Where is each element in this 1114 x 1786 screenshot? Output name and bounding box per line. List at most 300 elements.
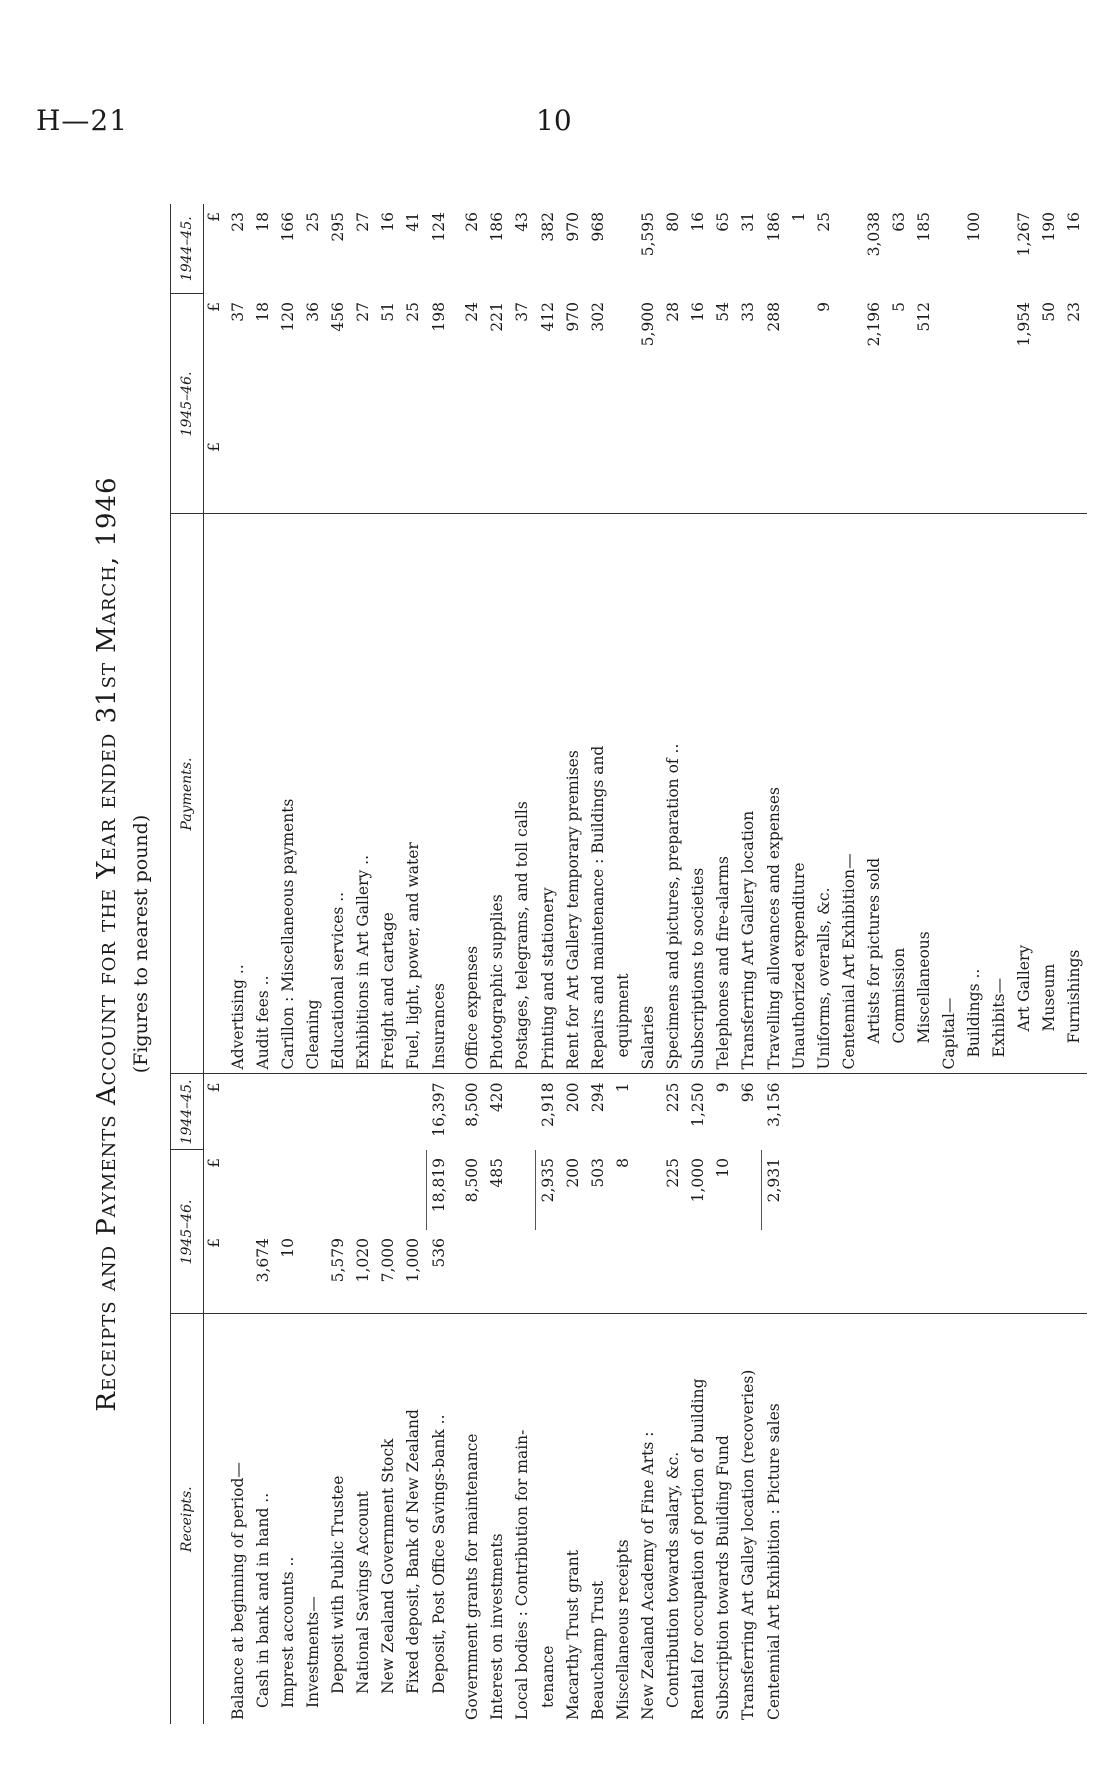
payment-total-1945-46: 27	[353, 302, 372, 322]
payment-total-1945-46: 5	[889, 302, 908, 312]
page-code: H—21	[36, 104, 129, 137]
receipt-total-1944-45	[376, 1074, 401, 1150]
statement-title: Receipts and Payments Account for the Year ended 31st March, 1946	[92, 476, 122, 1412]
payment-total-1945-46: 28	[663, 302, 682, 322]
receipt-item-amount	[460, 1230, 485, 1314]
payment-item-amount	[912, 434, 937, 514]
payment-item-amount	[661, 434, 686, 514]
payment-item-amount	[510, 434, 536, 514]
payment-item-amount	[561, 434, 586, 514]
receipt-total-1945-46	[351, 1150, 376, 1230]
payment-total-1944-45: 186	[487, 212, 506, 242]
payment-label: Centennial Art Exhibition—	[837, 514, 862, 1074]
receipt-total-1944-45	[351, 1074, 376, 1150]
table-row	[736, 204, 762, 1724]
receipt-item-amount	[1062, 1230, 1087, 1314]
receipt-label	[787, 1314, 812, 1724]
table-row	[862, 204, 887, 1724]
receipt-item-amount	[1012, 1230, 1037, 1314]
payment-total-1944-45: 80	[663, 212, 682, 232]
receipt-total-1945-46	[862, 1150, 887, 1230]
receipt-total-1944-45	[937, 1074, 962, 1150]
payment-label: Fuel, light, power, and water	[401, 514, 427, 1074]
payment-item-amount	[376, 434, 401, 514]
payment-label: Salaries	[636, 514, 661, 1074]
receipt-label	[1062, 1314, 1087, 1724]
receipt-total-1944-45	[510, 1074, 536, 1150]
receipt-total-1944-45	[1012, 1074, 1037, 1150]
payment-item-amount	[987, 434, 1012, 514]
table-row	[812, 204, 837, 1724]
payment-total-1944-45: 1	[789, 212, 808, 222]
payment-total-1945-46: 456	[328, 302, 347, 332]
receipt-item-amount	[301, 1230, 326, 1314]
receipt-label: Miscellaneous receipts	[611, 1314, 636, 1724]
payment-label: Travelling allowances and expenses	[762, 514, 788, 1074]
table-row	[510, 204, 536, 1724]
receipt-item-amount	[611, 1230, 636, 1314]
receipt-total-1944-45	[787, 1074, 812, 1150]
payment-total-1944-45: 166	[278, 212, 297, 242]
payment-total-1945-46: 18	[253, 302, 272, 322]
payment-item-amount	[736, 434, 762, 514]
receipt-label: Balance at beginning of period—	[226, 1314, 251, 1724]
table-row	[636, 204, 661, 1724]
table-row	[251, 204, 276, 1724]
table-row	[561, 204, 586, 1724]
receipt-total-1944-45	[276, 1074, 301, 1150]
payment-item-amount	[787, 434, 812, 514]
unit-symbol: £	[204, 1074, 227, 1150]
receipt-label: National Savings Account	[351, 1314, 376, 1724]
receipt-total-1945-46: 8,500	[462, 1158, 481, 1203]
payment-total-1945-46	[611, 294, 636, 434]
payment-total-1944-45: 968	[588, 212, 607, 242]
payment-total-1944-45: 41	[404, 212, 422, 232]
payment-label: Commission	[887, 514, 912, 1074]
receipt-total-1945-46: 2,931	[762, 1150, 788, 1230]
receipt-item-amount	[485, 1230, 510, 1314]
payment-label: Rent for Art Gallery temporary premises	[561, 514, 586, 1074]
payment-total-1945-46: 221	[487, 302, 506, 332]
receipt-item-amount	[711, 1230, 736, 1314]
receipt-item-amount: 1,000	[404, 1238, 422, 1283]
receipt-total-1944-45	[812, 1074, 837, 1150]
unit-symbol: £	[205, 1238, 224, 1248]
receipt-item-amount	[912, 1230, 937, 1314]
payment-total-1944-45: 16	[378, 212, 397, 232]
payment-total-1944-45: 190	[1039, 212, 1058, 242]
receipt-total-1945-46	[787, 1150, 812, 1230]
receipt-label: Macarthy Trust grant	[561, 1314, 586, 1724]
table-row	[661, 204, 686, 1724]
payment-total-1944-45	[937, 204, 962, 294]
receipt-item-amount: 3,674	[253, 1238, 272, 1283]
payment-total-1944-45: 124	[429, 212, 448, 242]
payment-total-1945-46: 54	[713, 302, 732, 322]
receipt-total-1944-45	[912, 1074, 937, 1150]
payment-label: Furnishings	[1062, 514, 1087, 1074]
unit-symbol: £	[205, 1158, 224, 1168]
receipt-total-1944-45	[326, 1074, 351, 1150]
payment-total-1944-45: 63	[889, 212, 908, 232]
payment-total-1945-46: 198	[429, 302, 448, 332]
receipt-total-1944-45	[962, 1074, 987, 1150]
table-row	[611, 204, 636, 1724]
receipt-total-1945-46: 225	[663, 1158, 682, 1188]
receipt-total-1945-46	[812, 1150, 837, 1230]
receipt-item-amount	[887, 1230, 912, 1314]
payment-total-1944-45: 25	[303, 212, 322, 232]
payment-total-1944-45: 970	[563, 212, 582, 242]
receipt-item-amount	[536, 1230, 562, 1314]
payment-item-amount	[326, 434, 351, 514]
payment-label: Office expenses	[460, 514, 485, 1074]
payment-total-1944-45: 25	[814, 212, 833, 232]
payment-total-1945-46	[787, 294, 812, 434]
payment-item-amount	[762, 434, 788, 514]
payment-total-1945-46: 9	[814, 302, 833, 312]
payment-total-1945-46: 33	[739, 302, 757, 322]
payment-total-1944-45	[611, 204, 636, 294]
payment-label: Specimens and pictures, preparation of ..	[661, 514, 686, 1074]
payment-label: Cleaning	[301, 514, 326, 1074]
receipt-item-amount	[987, 1230, 1012, 1314]
table-row	[837, 204, 862, 1724]
payment-label: Miscellaneous	[912, 514, 937, 1074]
payment-total-1945-46: 37	[228, 302, 247, 322]
receipt-label	[937, 1314, 962, 1724]
payment-item-amount	[862, 434, 887, 514]
receipt-total-1945-46	[301, 1150, 326, 1230]
payment-item-amount	[485, 434, 510, 514]
statement-subtitle: (Figures to nearest pound)	[130, 814, 152, 1074]
payment-item-amount	[536, 434, 562, 514]
receipt-label: Government grants for maintenance	[460, 1314, 485, 1724]
receipt-total-1944-45	[1062, 1074, 1087, 1150]
receipt-total-1944-45: 200	[561, 1074, 586, 1150]
receipt-total-1945-46	[636, 1150, 661, 1230]
table-row	[711, 204, 736, 1724]
receipts-header: Receipts.	[171, 1314, 204, 1724]
receipt-total-1944-45	[987, 1074, 1012, 1150]
receipt-label: Subscription towards Building Fund	[711, 1314, 736, 1724]
receipt-total-1944-45	[401, 1074, 427, 1150]
payment-total-1945-46: 16	[688, 302, 707, 322]
payments-header: Payments.	[171, 514, 204, 1074]
payment-total-1945-46: 37	[513, 302, 531, 322]
payment-item-amount	[837, 434, 862, 514]
payment-total-1945-46: 51	[378, 302, 397, 322]
receipt-label	[887, 1314, 912, 1724]
receipts-1944-45-header: 1944–45.	[171, 1074, 204, 1150]
receipt-total-1945-46	[1062, 1150, 1087, 1230]
receipt-total-1945-46	[376, 1150, 401, 1230]
payment-label: Uniforms, overalls, &c.	[812, 514, 837, 1074]
receipt-item-amount	[812, 1230, 837, 1314]
receipt-total-1944-45: 1	[611, 1074, 636, 1150]
header-row	[171, 204, 204, 1724]
receipt-label: New Zealand Academy of Fine Arts :	[636, 1314, 661, 1724]
payment-total-1945-46: 50	[1039, 302, 1058, 322]
payment-total-1944-45: 65	[713, 212, 732, 232]
payments-1945-46-header: 1945–46.	[171, 294, 204, 514]
receipt-item-amount: 7,000	[378, 1238, 397, 1283]
payment-total-1945-46	[962, 294, 987, 434]
payment-label: Audit fees ..	[251, 514, 276, 1074]
receipt-total-1945-46	[837, 1150, 862, 1230]
receipt-label: Imprest accounts ..	[276, 1314, 301, 1724]
receipt-total-1944-45	[1037, 1074, 1062, 1150]
table-row	[912, 204, 937, 1724]
receipt-label: Fixed deposit, Bank of New Zealand	[401, 1314, 427, 1724]
rotated-statement	[92, 144, 1083, 1744]
table-row	[460, 204, 485, 1724]
unit-symbol: £	[205, 302, 224, 312]
payment-total-1945-46: 1,954	[1014, 302, 1033, 347]
payment-total-1945-46: 2,196	[864, 302, 883, 347]
receipt-total-1945-46: 2,935	[536, 1150, 562, 1230]
payment-total-1945-46: 288	[764, 302, 783, 332]
receipt-item-amount: 1,020	[353, 1238, 372, 1283]
receipt-total-1945-46: 18,819	[427, 1150, 453, 1230]
receipt-total-1944-45: 420	[485, 1074, 510, 1150]
receipt-total-1945-46	[736, 1150, 762, 1230]
receipt-item-amount	[736, 1230, 762, 1314]
payment-label: Artists for pictures sold	[862, 514, 887, 1074]
payment-total-1944-45: 382	[538, 212, 557, 242]
payment-label: Carillon : Miscellaneous payments	[276, 514, 301, 1074]
receipt-total-1945-46	[987, 1150, 1012, 1230]
payment-total-1945-46: 25	[404, 302, 422, 322]
payment-item-amount	[586, 434, 611, 514]
receipt-total-1944-45	[636, 1074, 661, 1150]
payment-label: Printing and stationery	[536, 514, 562, 1074]
receipt-label: Deposit, Post Office Savings-bank ..	[427, 1314, 453, 1724]
receipt-total-1944-45: 1,250	[686, 1074, 711, 1150]
table-row	[586, 204, 611, 1724]
receipt-label: Deposit with Public Trustee	[326, 1314, 351, 1724]
table-row	[376, 204, 401, 1724]
payment-total-1945-46: 120	[278, 302, 297, 332]
receipt-label	[812, 1314, 837, 1724]
table-row	[987, 204, 1012, 1724]
receipt-label: Centennial Art Exhibition : Picture sales	[762, 1314, 788, 1724]
receipt-total-1944-45	[226, 1074, 251, 1150]
receipt-label: Cash in bank and in hand ..	[251, 1314, 276, 1724]
payment-label: Transferring Art Gallery location	[736, 514, 762, 1074]
payment-total-1945-46: 36	[303, 302, 322, 322]
payment-total-1944-45: 26	[462, 212, 481, 232]
payment-label: Exhibits—	[987, 514, 1012, 1074]
receipt-item-amount: 5,579	[328, 1238, 347, 1283]
receipt-label: Beauchamp Trust	[586, 1314, 611, 1724]
receipts-payments-table	[170, 204, 1087, 1724]
payment-item-amount	[427, 434, 453, 514]
table-row	[1037, 204, 1062, 1724]
payment-total-1945-46: 512	[914, 302, 933, 332]
payment-total-1945-46: 24	[462, 302, 481, 322]
payment-total-1944-45: 43	[513, 212, 531, 232]
unit-row	[204, 204, 227, 1724]
payment-total-1944-45	[837, 204, 862, 294]
receipt-item-amount: 536	[429, 1238, 448, 1268]
table-row	[787, 204, 812, 1724]
receipt-item-amount	[962, 1230, 987, 1314]
receipt-total-1945-46	[937, 1150, 962, 1230]
table-row	[427, 204, 453, 1724]
receipt-label: Interest on investments	[485, 1314, 510, 1724]
receipt-item-amount	[586, 1230, 611, 1314]
receipt-total-1945-46	[401, 1150, 427, 1230]
receipt-total-1945-46: 8	[613, 1158, 632, 1168]
payment-item-amount	[1037, 434, 1062, 514]
payment-total-1944-45: 18	[253, 212, 272, 232]
table-row	[351, 204, 376, 1724]
table-row	[276, 204, 301, 1724]
receipt-total-1944-45	[301, 1074, 326, 1150]
payment-label: equipment	[611, 514, 636, 1074]
payment-item-amount	[401, 434, 427, 514]
receipt-label: Transferring Art Galley location (recoveries)	[736, 1314, 762, 1724]
payment-total-1944-45: 16	[1064, 212, 1083, 232]
receipt-total-1945-46: 485	[487, 1158, 506, 1188]
receipt-item-amount	[762, 1230, 788, 1314]
receipt-total-1944-45: 3,156	[762, 1074, 788, 1150]
receipt-total-1944-45	[862, 1074, 887, 1150]
receipt-label	[962, 1314, 987, 1724]
receipt-total-1945-46	[276, 1150, 301, 1230]
payment-item-amount	[351, 434, 376, 514]
receipt-label: Local bodies : Contribution for main-	[510, 1314, 536, 1724]
payment-total-1944-45: 1,267	[1014, 212, 1033, 257]
table-row	[485, 204, 510, 1724]
receipt-label: New Zealand Government Stock	[376, 1314, 401, 1724]
receipt-item-amount: 10	[278, 1238, 297, 1258]
receipt-label	[912, 1314, 937, 1724]
receipt-label	[862, 1314, 887, 1724]
payment-label: Postages, telegrams, and toll calls	[510, 514, 536, 1074]
receipt-total-1944-45	[837, 1074, 862, 1150]
payment-total-1944-45: 27	[353, 212, 372, 232]
receipt-total-1945-46	[510, 1150, 536, 1230]
payment-item-amount	[812, 434, 837, 514]
receipt-label	[837, 1314, 862, 1724]
payment-item-amount	[636, 434, 661, 514]
receipt-item-amount	[787, 1230, 812, 1314]
payment-item-amount	[962, 434, 987, 514]
receipt-total-1944-45: 9	[711, 1074, 736, 1150]
payment-label: Repairs and maintenance : Buildings and	[586, 514, 611, 1074]
receipt-total-1945-46: 1,000	[688, 1158, 707, 1203]
payment-label: Unauthorized expenditure	[787, 514, 812, 1074]
payments-1944-45-header: 1944–45.	[171, 204, 204, 294]
receipt-total-1945-46: 10	[713, 1158, 732, 1178]
payment-total-1944-45: 186	[764, 212, 783, 242]
payment-label: Art Gallery	[1012, 514, 1037, 1074]
receipt-total-1945-46	[887, 1150, 912, 1230]
payment-total-1944-45	[987, 204, 1012, 294]
payment-item-amount	[937, 434, 962, 514]
payment-total-1944-45: 31	[739, 212, 757, 232]
receipt-total-1945-46	[962, 1150, 987, 1230]
payment-label: Capital—	[937, 514, 962, 1074]
payment-total-1944-45: 295	[328, 212, 347, 242]
receipt-item-amount	[837, 1230, 862, 1314]
payment-label: Insurances	[427, 514, 453, 1074]
receipt-total-1945-46	[912, 1150, 937, 1230]
payment-total-1944-45: 23	[228, 212, 247, 232]
receipt-total-1945-46	[326, 1150, 351, 1230]
payment-label: Buildings ..	[962, 514, 987, 1074]
receipt-item-amount	[862, 1230, 887, 1314]
receipt-label: tenance	[536, 1314, 562, 1724]
table-row	[887, 204, 912, 1724]
receipt-total-1944-45: 96	[736, 1074, 762, 1150]
table-row	[1062, 204, 1087, 1724]
page-number: 10	[536, 104, 572, 137]
receipt-total-1944-45: 294	[586, 1074, 611, 1150]
receipt-label: Contribution towards salary, &c.	[661, 1314, 686, 1724]
payment-total-1945-46	[987, 294, 1012, 434]
table-row	[1012, 204, 1037, 1724]
receipt-total-1944-45	[251, 1074, 276, 1150]
receipt-label	[1037, 1314, 1062, 1724]
receipt-total-1944-45: 225	[661, 1074, 686, 1150]
receipt-item-amount	[226, 1230, 251, 1314]
receipt-label	[1012, 1314, 1037, 1724]
receipt-item-amount	[510, 1230, 536, 1314]
table-row	[686, 204, 711, 1724]
receipt-item-amount	[937, 1230, 962, 1314]
payment-item-amount	[611, 434, 636, 514]
table-row	[937, 204, 962, 1724]
payment-label: Exhibitions in Art Gallery ..	[351, 514, 376, 1074]
payment-item-amount	[251, 434, 276, 514]
receipt-total-1945-46	[226, 1150, 251, 1230]
receipt-item-amount	[636, 1230, 661, 1314]
unit-symbol: £	[205, 442, 224, 452]
payment-item-amount	[276, 434, 301, 514]
receipt-total-1944-45	[887, 1074, 912, 1150]
receipt-label	[987, 1314, 1012, 1724]
payment-total-1944-45: 16	[688, 212, 707, 232]
payment-label: Photographic supplies	[485, 514, 510, 1074]
payment-label: Educational services ..	[326, 514, 351, 1074]
payment-item-amount	[711, 434, 736, 514]
receipt-total-1944-45: 8,500	[460, 1074, 485, 1150]
table-row	[762, 204, 788, 1724]
receipt-item-amount	[686, 1230, 711, 1314]
receipt-label: Investments—	[301, 1314, 326, 1724]
table-row	[401, 204, 427, 1724]
payment-total-1945-46	[837, 294, 862, 434]
unit-symbol: £	[205, 212, 224, 222]
table-row	[536, 204, 562, 1724]
table-row	[301, 204, 326, 1724]
payment-total-1945-46: 302	[588, 302, 607, 332]
receipt-total-1945-46: 503	[588, 1158, 607, 1188]
payment-total-1945-46: 5,900	[638, 302, 657, 347]
payment-item-amount	[1062, 434, 1087, 514]
receipt-total-1944-45: 16,397	[427, 1074, 453, 1150]
receipt-total-1945-46	[1012, 1150, 1037, 1230]
payment-label: Advertising ..	[226, 514, 251, 1074]
payment-total-1945-46: 23	[1064, 302, 1083, 322]
payment-label: Telephones and fire-alarms	[711, 514, 736, 1074]
payment-total-1945-46: 970	[563, 302, 582, 332]
payment-item-amount	[226, 434, 251, 514]
